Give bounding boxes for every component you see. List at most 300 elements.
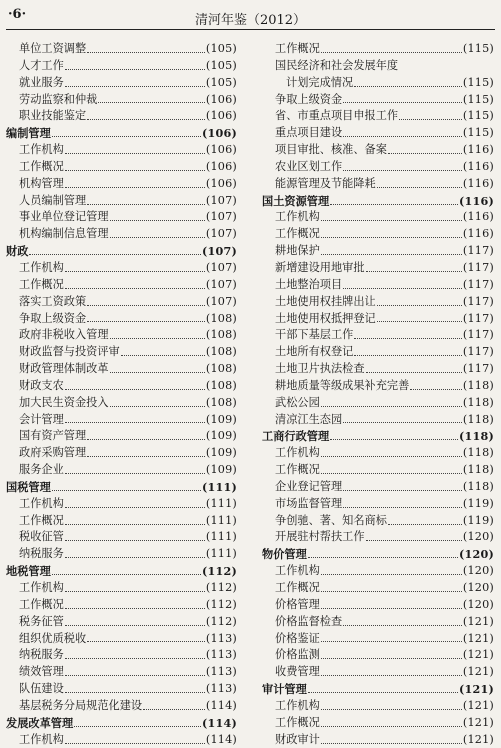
- leader-dots: [321, 574, 462, 575]
- toc-entry-label: 国土资源管理: [262, 193, 330, 208]
- toc-entry-label: 干部下基层工作: [275, 328, 354, 342]
- toc-entry-label: 争取上级资金: [275, 92, 343, 106]
- toc-entry-page: (120): [462, 530, 494, 544]
- toc-entry-page: (118): [459, 429, 494, 444]
- toc-entry: [6, 647, 237, 664]
- toc-entry: [262, 243, 494, 260]
- toc-entry-label: 工作机构: [275, 446, 320, 460]
- toc-entry-page: (119): [462, 513, 494, 527]
- leader-dots: [52, 490, 201, 491]
- page-number: ·6·: [8, 7, 27, 22]
- toc-entry: [6, 75, 237, 92]
- toc-entry: [6, 277, 237, 294]
- toc-entry-page: (114): [205, 732, 237, 746]
- toc-entry: [6, 226, 237, 243]
- toc-entry: [6, 546, 237, 563]
- leader-dots: [321, 52, 462, 53]
- toc-entry-page: (121): [462, 648, 494, 662]
- toc-entry-label: 清凉江生态园: [275, 412, 343, 426]
- toc-entry-page: (112): [202, 564, 237, 579]
- toc-entry-page: (117): [462, 328, 494, 342]
- toc-entry: [6, 580, 237, 597]
- toc-entry-page: (117): [462, 244, 494, 258]
- toc-entry: [262, 732, 494, 748]
- toc-entry-page: (115): [462, 42, 494, 55]
- toc-section-heading: [6, 563, 237, 580]
- toc-entry: [6, 378, 237, 395]
- toc-entry-label: 工作机构: [275, 210, 320, 224]
- toc-entry-label: 政府采购管理: [19, 446, 87, 460]
- toc-entry-label: 土地使用权抵押登记: [275, 311, 376, 325]
- leader-dots: [65, 692, 205, 693]
- leader-dots: [87, 321, 205, 322]
- toc-entry-page: (118): [462, 395, 494, 409]
- leader-dots: [65, 625, 205, 626]
- toc-entry-page: (121): [462, 715, 494, 729]
- toc-entry-label: 争取上级资金: [19, 311, 87, 325]
- leader-dots: [65, 658, 205, 659]
- toc-right-column: [262, 41, 494, 748]
- leader-dots: [321, 709, 462, 710]
- toc-entry: [262, 715, 494, 732]
- toc-entry: [262, 125, 494, 142]
- toc-entry: [6, 311, 237, 328]
- toc-entry: [262, 479, 494, 496]
- toc-entry: [262, 226, 494, 243]
- toc-entry-page: (113): [205, 648, 237, 662]
- toc-entry-page: (107): [205, 260, 237, 274]
- toc-entry-label: 加大民生资金投入: [19, 395, 109, 409]
- toc-entry-page: (109): [205, 463, 237, 477]
- leader-dots: [65, 170, 205, 171]
- leader-dots: [87, 456, 205, 457]
- toc-entry-label: 政府非税收入管理: [19, 328, 109, 342]
- leader-dots: [343, 507, 462, 508]
- toc-entry-label: 工作概况: [275, 42, 320, 55]
- toc-entry: [262, 344, 494, 361]
- toc-entry-page: (121): [462, 665, 494, 679]
- leader-dots: [87, 641, 205, 642]
- toc-entry: [6, 41, 237, 58]
- leader-dots: [110, 220, 205, 221]
- toc-entry: [6, 327, 237, 344]
- toc-entry-page: (107): [205, 227, 237, 241]
- toc-entry-label: 农业区划工作: [275, 159, 343, 173]
- toc-entry-label: 税务征管: [19, 614, 64, 628]
- toc-entry-page: (111): [202, 479, 237, 494]
- toc-entry-page: (105): [205, 58, 237, 72]
- leader-dots: [354, 355, 462, 356]
- leader-dots: [52, 136, 201, 137]
- toc-entry-page: (120): [462, 581, 494, 594]
- toc-entry-label: 财政: [6, 244, 29, 259]
- leader-dots: [343, 102, 462, 103]
- toc-entry: [262, 92, 494, 109]
- toc-entry-page: (118): [462, 412, 494, 426]
- leader-dots: [98, 102, 205, 103]
- toc-entry: [6, 176, 237, 193]
- toc-entry-page: (118): [462, 479, 494, 493]
- toc-entry: [6, 462, 237, 479]
- toc-entry-label: 队伍建设: [19, 682, 64, 696]
- toc-entry: [262, 496, 494, 513]
- toc-entry-label: 工作概况: [275, 463, 320, 477]
- toc-entry-page: (112): [205, 597, 237, 611]
- toc-entry-page: (116): [462, 227, 494, 241]
- leader-dots: [366, 540, 462, 541]
- toc-entry-page: (108): [205, 395, 237, 409]
- toc-entry-page: (116): [462, 176, 494, 190]
- leader-dots: [321, 254, 462, 255]
- toc-entry-page: (115): [462, 92, 494, 106]
- toc-entry: [262, 631, 494, 648]
- leader-dots: [343, 288, 462, 289]
- leader-dots: [343, 170, 462, 171]
- toc-entry-page: (113): [205, 665, 237, 679]
- toc-entry-page: (117): [462, 260, 494, 274]
- toc-entry: [6, 664, 237, 681]
- toc-entry-page: (111): [205, 547, 237, 561]
- toc-entry-page: (121): [462, 631, 494, 645]
- toc-entry-label: 工作机构: [19, 260, 64, 274]
- toc-entry-page: (106): [205, 92, 237, 106]
- toc-entry-label: 工作机构: [275, 698, 320, 712]
- toc-entry: [6, 344, 237, 361]
- toc-entry-page: (106): [205, 143, 237, 157]
- leader-dots: [343, 625, 462, 626]
- toc-entry-page: (114): [202, 715, 237, 730]
- toc-entry-label: 就业服务: [19, 75, 64, 89]
- toc-entry: [6, 513, 237, 530]
- toc-entry: [262, 311, 494, 328]
- toc-entry: [6, 614, 237, 631]
- toc-entry-page: (116): [462, 159, 494, 173]
- toc-entry-label: 工作概况: [19, 513, 64, 527]
- leader-dots: [65, 271, 205, 272]
- toc-entry: [6, 58, 237, 75]
- toc-entry-label: 武松公园: [275, 395, 320, 409]
- toc-entry-page: (120): [459, 547, 494, 562]
- toc-entry-page: (111): [205, 513, 237, 527]
- toc-entry-label: 基层税务分局规范化建设: [19, 698, 143, 712]
- toc-entry-page: (111): [205, 496, 237, 510]
- toc-entry: [6, 496, 237, 513]
- toc-entry-page: (121): [462, 732, 494, 746]
- toc-entry-page: (121): [459, 682, 494, 697]
- toc-entry-page: (117): [462, 362, 494, 376]
- leader-dots: [87, 305, 205, 306]
- toc-entry-label: 工作机构: [19, 143, 64, 157]
- toc-entry-label: 绩效管理: [19, 665, 64, 679]
- toc-entry-label: 工作概况: [19, 277, 64, 291]
- toc-entry-page: (108): [205, 362, 237, 376]
- toc-entry-label: 机构编制信息管理: [19, 227, 109, 241]
- toc-entry-label: 事业单位登记管理: [19, 210, 109, 224]
- toc-entry: [262, 513, 494, 530]
- toc-section-heading: [6, 125, 237, 142]
- toc-entry-page: (109): [205, 412, 237, 426]
- toc-entry: [6, 428, 237, 445]
- leader-dots: [410, 389, 462, 390]
- toc-entry-label: 纳税服务: [19, 648, 64, 662]
- toc-entry-label: 地税管理: [6, 564, 51, 579]
- leader-dots: [65, 86, 205, 87]
- leader-dots: [343, 490, 462, 491]
- leader-dots: [330, 204, 458, 205]
- toc-entry-label: 国有资产管理: [19, 429, 87, 443]
- leader-dots: [29, 254, 201, 255]
- toc-entry-label: 土地卫片执法检查: [275, 362, 365, 376]
- toc-entry: [262, 159, 494, 176]
- leader-dots: [65, 540, 205, 541]
- toc-entry-page: (112): [205, 614, 237, 628]
- toc-entry-label: 企业登记管理: [275, 479, 343, 493]
- toc-entry-label: 重点项目建设: [275, 126, 343, 140]
- toc-entry: [262, 75, 494, 92]
- toc-entry-label: 价格鉴证: [275, 631, 320, 645]
- leader-dots: [321, 608, 462, 609]
- leader-dots: [65, 591, 205, 592]
- toc-entry: [6, 445, 237, 462]
- toc-entry: [6, 92, 237, 109]
- toc-entry-label: 土地所有权登记: [275, 345, 354, 359]
- leader-dots: [65, 675, 205, 676]
- leader-dots: [110, 406, 205, 407]
- toc-entry-page: (117): [462, 277, 494, 291]
- leader-dots: [377, 187, 462, 188]
- toc-entry: [6, 209, 237, 226]
- toc-section-heading: [6, 243, 237, 260]
- page-header: [0, 0, 501, 34]
- toc-section-heading: [262, 193, 494, 210]
- toc-entry: [262, 108, 494, 125]
- toc-entry-label: 服务企业: [19, 463, 64, 477]
- toc-entry-page: (115): [462, 109, 494, 123]
- toc-entry-label: 纳税服务: [19, 547, 64, 561]
- toc-entry-page: (116): [462, 143, 494, 157]
- book-title: 清河年鉴（2012）: [194, 13, 307, 28]
- leader-dots: [321, 237, 462, 238]
- toc-entry: [6, 698, 237, 715]
- leader-dots: [377, 305, 462, 306]
- leader-dots: [377, 321, 462, 322]
- toc-entry-label: 省、市重点项目申报工作: [275, 109, 399, 123]
- leader-dots: [143, 709, 205, 710]
- leader-dots: [366, 372, 462, 373]
- toc-entry-page: (116): [462, 210, 494, 224]
- toc-entry: [262, 647, 494, 664]
- toc-entry-page: (108): [205, 328, 237, 342]
- toc-entry-page: (118): [462, 463, 494, 477]
- toc-entry-page: (107): [205, 277, 237, 291]
- toc-section-heading: [262, 546, 494, 563]
- leader-dots: [52, 574, 201, 575]
- leader-dots: [87, 119, 205, 120]
- leader-dots: [65, 557, 205, 558]
- toc-entry-page: (106): [202, 126, 237, 141]
- toc-entry-label: 单位工资调整: [19, 42, 87, 55]
- leader-dots: [321, 641, 462, 642]
- toc-entry-label: 土地整治项目: [275, 277, 343, 291]
- leader-dots: [321, 658, 462, 659]
- leader-dots: [65, 473, 205, 474]
- toc-entry-label: 财政管理体制改革: [19, 362, 109, 376]
- toc-entry-label: 工作概况: [275, 581, 320, 594]
- toc-entry-page: (121): [462, 614, 494, 628]
- toc-entry-label: 工作概况: [275, 227, 320, 241]
- leader-dots: [110, 338, 205, 339]
- toc-entry: [262, 462, 494, 479]
- toc-entry: [262, 597, 494, 614]
- leader-dots: [87, 52, 205, 53]
- toc-section-heading: [262, 681, 494, 698]
- toc-entry: [262, 294, 494, 311]
- leader-dots: [65, 524, 205, 525]
- toc-entry-label: 人员编制管理: [19, 193, 87, 207]
- leader-dots: [388, 153, 462, 154]
- toc-entry-label: 项目审批、核准、备案: [275, 143, 387, 157]
- toc-entry-page: (105): [205, 42, 237, 55]
- toc-entry-label: 财政审计: [275, 732, 320, 746]
- toc-entry-label: 职业技能鉴定: [19, 109, 87, 123]
- toc-entry-page: (118): [462, 378, 494, 392]
- toc-entry-page: (107): [205, 210, 237, 224]
- leader-dots: [308, 692, 458, 693]
- toc-entry-page: (112): [205, 581, 237, 594]
- toc-entry-page: (118): [462, 446, 494, 460]
- toc-entry: [6, 108, 237, 125]
- toc-entry-label: 审计管理: [262, 682, 307, 697]
- toc-entry: [262, 698, 494, 715]
- toc-entry-label: 价格监测: [275, 648, 320, 662]
- toc-entry-label: 市场监督管理: [275, 496, 343, 510]
- leader-dots: [354, 86, 462, 87]
- leader-dots: [343, 136, 462, 137]
- header-rule: [6, 29, 495, 30]
- toc-entry-page: (111): [205, 530, 237, 544]
- toc-entry-page: (109): [205, 429, 237, 443]
- leader-dots: [65, 507, 205, 508]
- leader-dots: [65, 389, 205, 390]
- toc-entry-label: 耕地保护: [275, 244, 320, 258]
- toc-entry-label: 机构管理: [19, 176, 64, 190]
- toc-entry-label: 收费管理: [275, 665, 320, 679]
- toc-entry-label: 发展改革管理: [6, 715, 74, 730]
- leader-dots: [330, 439, 458, 440]
- leader-dots: [321, 456, 462, 457]
- toc-entry: [262, 142, 494, 159]
- toc-entry: [262, 327, 494, 344]
- toc-entry-label: 税收征管: [19, 530, 64, 544]
- toc-entry: [6, 412, 237, 429]
- toc-entry: [6, 142, 237, 159]
- toc-section-heading: [6, 479, 237, 496]
- leader-dots: [343, 422, 462, 423]
- leader-dots: [366, 271, 462, 272]
- toc-entry: [262, 445, 494, 462]
- leader-dots: [321, 220, 462, 221]
- toc-entry-page: (115): [462, 75, 494, 89]
- leader-dots: [110, 237, 205, 238]
- toc-entry-label: 工作概况: [19, 159, 64, 173]
- toc-entry-page: (108): [205, 311, 237, 325]
- toc-entry-page: (115): [462, 126, 494, 140]
- toc-entry: [262, 580, 494, 597]
- leader-dots: [308, 557, 458, 558]
- toc-entry-page: (117): [462, 345, 494, 359]
- toc-entry-label: 财政监督与投资评审: [19, 345, 120, 359]
- toc-entry: [6, 597, 237, 614]
- toc-entry-label: 价格管理: [275, 597, 320, 611]
- toc-entry: [262, 395, 494, 412]
- toc-entry-label: 会计管理: [19, 412, 64, 426]
- toc-entry-label: 人才工作: [19, 58, 64, 72]
- toc-entry-label: 工作概况: [275, 715, 320, 729]
- toc-section-heading: [6, 715, 237, 732]
- toc-entry-page: (107): [205, 294, 237, 308]
- toc-entry-label: 价格监督检查: [275, 614, 343, 628]
- leader-dots: [321, 406, 462, 407]
- toc-entry: [6, 361, 237, 378]
- leader-dots: [121, 355, 205, 356]
- toc-entry-label: 能源管理及节能降耗: [275, 176, 376, 190]
- leader-dots: [110, 372, 205, 373]
- toc-entry: [262, 58, 494, 75]
- leader-dots: [87, 439, 205, 440]
- toc-entry-label: 新增建设用地审批: [275, 260, 365, 274]
- toc-entry-page: (117): [462, 294, 494, 308]
- toc-entry-page: (119): [462, 496, 494, 510]
- toc-entry-label: 耕地质量等级成果补充完善: [275, 378, 410, 392]
- toc-entry: [6, 395, 237, 412]
- leader-dots: [321, 675, 462, 676]
- toc-entry-label: 落实工资政策: [19, 294, 87, 308]
- toc-entry-label: 组织优质税收: [19, 631, 87, 645]
- toc-entry: [262, 529, 494, 546]
- leader-dots: [87, 204, 205, 205]
- leader-dots: [321, 591, 462, 592]
- toc-entry-label: 工作机构: [19, 581, 64, 594]
- toc-entry: [262, 260, 494, 277]
- leader-dots: [65, 422, 205, 423]
- leader-dots: [321, 743, 462, 744]
- toc-entry: [262, 361, 494, 378]
- toc-entry: [262, 277, 494, 294]
- toc-entry: [262, 614, 494, 631]
- toc-entry: [6, 260, 237, 277]
- leader-dots: [354, 338, 462, 339]
- toc-entry: [262, 664, 494, 681]
- toc-entry-page: (113): [205, 631, 237, 645]
- toc-entry-page: (108): [205, 345, 237, 359]
- toc-entry-page: (107): [202, 244, 237, 259]
- leader-dots: [65, 743, 205, 744]
- toc-entry: [6, 193, 237, 210]
- leader-dots: [321, 473, 462, 474]
- toc-entry-page: (106): [205, 159, 237, 173]
- toc-entry: [262, 41, 494, 58]
- toc-entry-page: (106): [205, 176, 237, 190]
- toc-entry: [6, 631, 237, 648]
- toc-entry-page: (121): [462, 698, 494, 712]
- toc-entry-page: (120): [462, 597, 494, 611]
- toc-entry: [262, 563, 494, 580]
- toc-entry: [262, 209, 494, 226]
- toc-entry-page: (113): [205, 682, 237, 696]
- toc-entry-label: 开展驻村帮扶工作: [275, 530, 365, 544]
- toc-entry-label: 工商行政管理: [262, 429, 330, 444]
- toc-entry-page: (120): [462, 564, 494, 578]
